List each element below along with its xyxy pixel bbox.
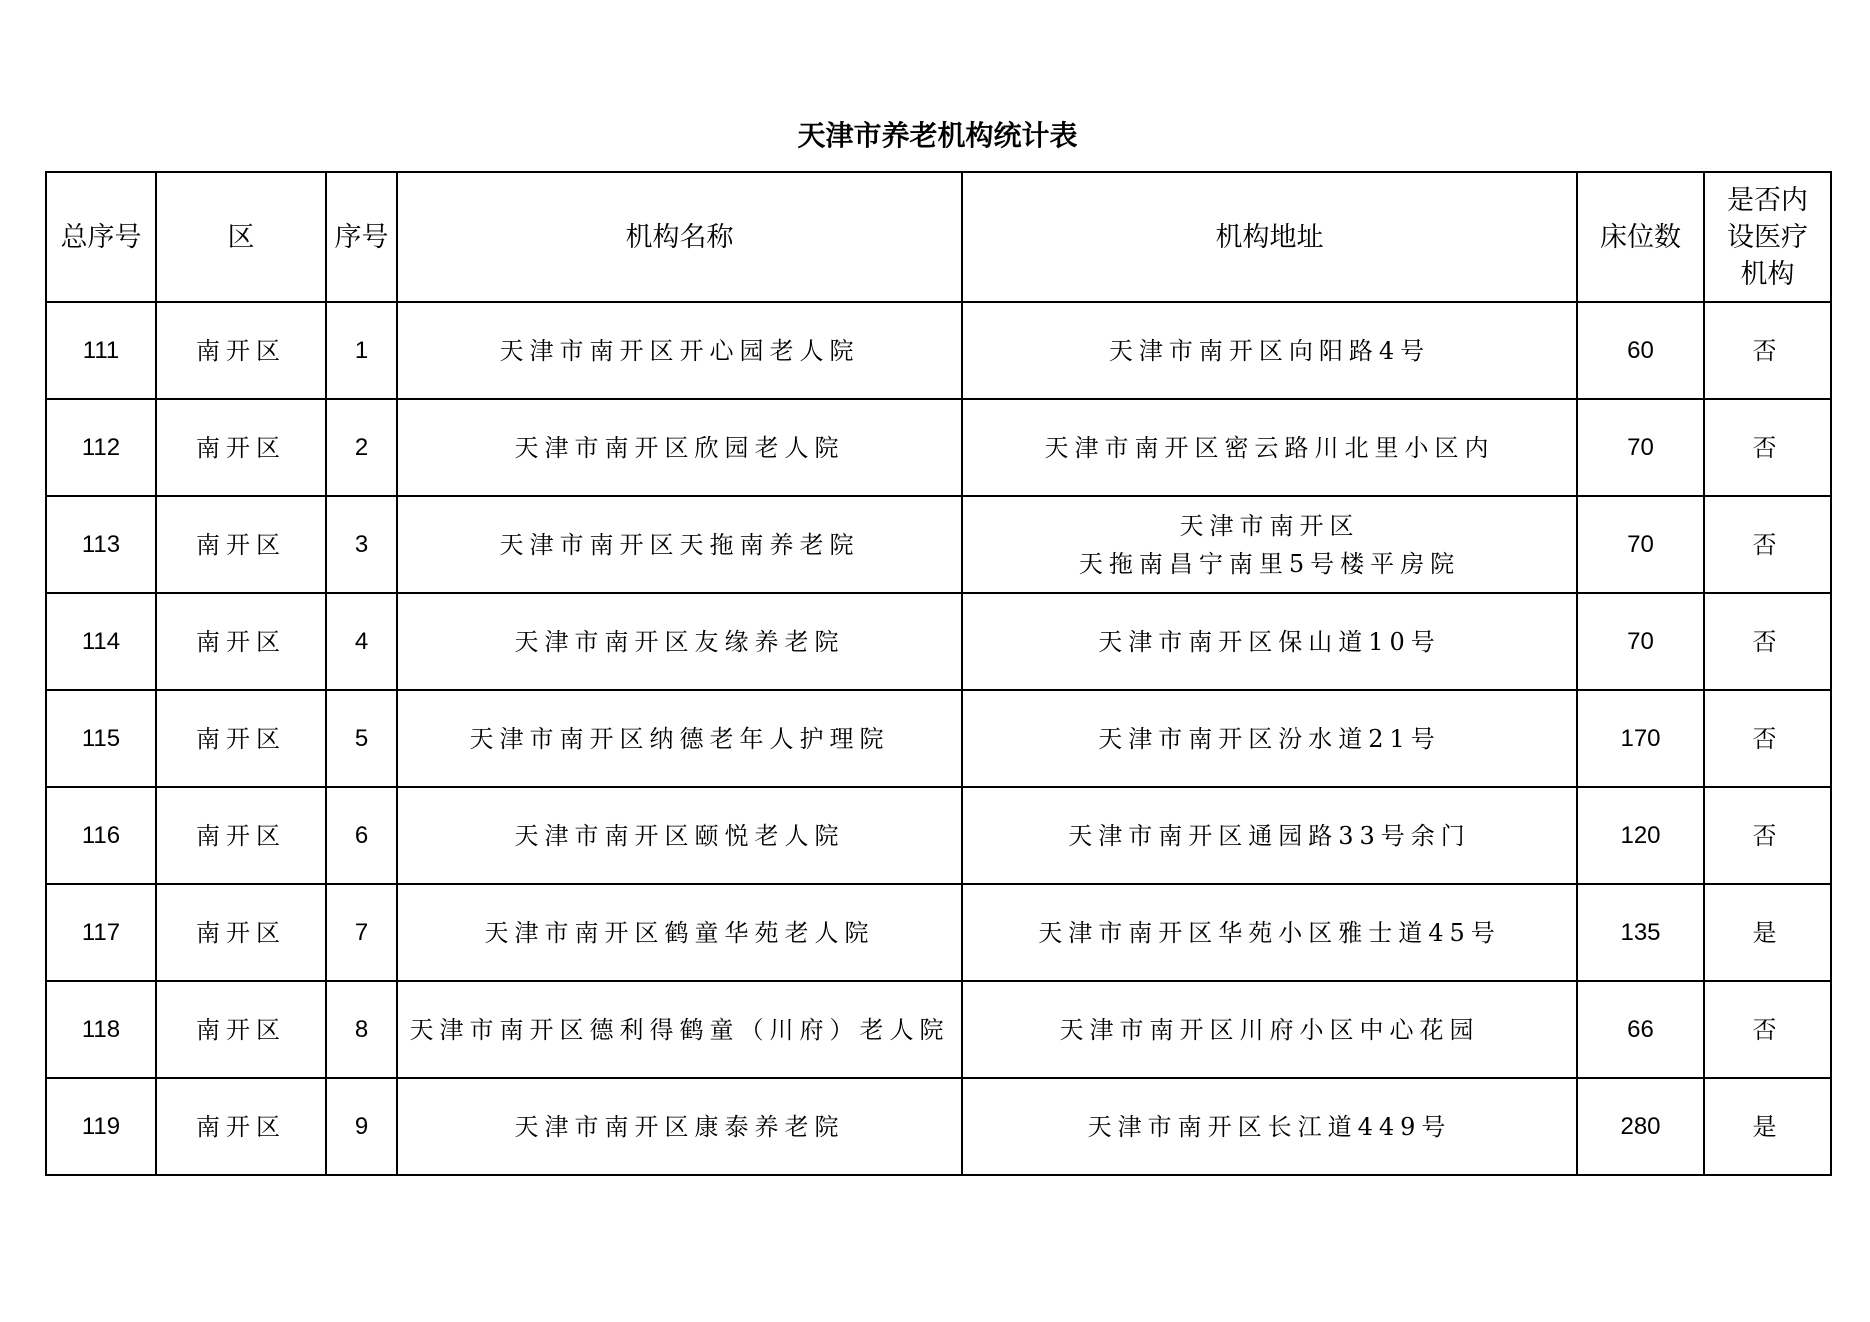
header-name: 机构名称	[397, 172, 962, 302]
header-index: 序号	[326, 172, 397, 302]
table-row	[46, 593, 1831, 690]
cell-beds: 66	[1577, 981, 1704, 1078]
cell-district: 南开区	[156, 981, 326, 1078]
cell-beds: 120	[1577, 787, 1704, 884]
table-row	[46, 399, 1831, 496]
header-medical-line: 设医疗	[1727, 221, 1808, 253]
cell-name: 天津市南开区欣园老人院	[397, 399, 962, 496]
cell-total-index: 113	[46, 496, 156, 593]
header-medical-line: 是否内	[1727, 184, 1808, 216]
cell-beds: 70	[1577, 399, 1704, 496]
address-line: 天津市南开区	[1179, 511, 1360, 540]
cell-district: 南开区	[156, 399, 326, 496]
cell-name: 天津市南开区开心园老人院	[397, 302, 962, 399]
cell-district: 南开区	[156, 787, 326, 884]
document-title: 天津市养老机构统计表	[797, 119, 1078, 152]
cell-address	[962, 593, 1577, 690]
cell-address	[962, 1078, 1577, 1175]
cell-medical: 是	[1704, 884, 1831, 981]
cell-name: 天津市南开区友缘养老院	[397, 593, 962, 690]
address-line: 天津市南开区川府小区中心花园	[1059, 1015, 1480, 1044]
cell-name: 天津市南开区颐悦老人院	[397, 787, 962, 884]
cell-index: 2	[326, 399, 397, 496]
table-row	[46, 1078, 1831, 1175]
cell-medical: 否	[1704, 593, 1831, 690]
cell-district: 南开区	[156, 690, 326, 787]
cell-name: 天津市南开区纳德老年人护理院	[397, 690, 962, 787]
cell-address	[962, 884, 1577, 981]
address-line: 天津市南开区向阳路4号	[1108, 336, 1431, 365]
cell-index: 7	[326, 884, 397, 981]
cell-total-index: 119	[46, 1078, 156, 1175]
header-address: 机构地址	[962, 172, 1577, 302]
cell-address	[962, 302, 1577, 399]
cell-name: 天津市南开区鹤童华苑老人院	[397, 884, 962, 981]
table-row	[46, 884, 1831, 981]
cell-name: 天津市南开区天拖南养老院	[397, 496, 962, 593]
cell-name: 天津市南开区康泰养老院	[397, 1078, 962, 1175]
cell-district: 南开区	[156, 884, 326, 981]
cell-district: 南开区	[156, 593, 326, 690]
elderly-care-institutions-table	[45, 171, 1832, 1176]
cell-total-index: 116	[46, 787, 156, 884]
cell-address	[962, 496, 1577, 593]
cell-total-index: 114	[46, 593, 156, 690]
header-total-index: 总序号	[46, 172, 156, 302]
address-line: 天拖南昌宁南里5号楼平房院	[1078, 549, 1461, 578]
cell-address	[962, 399, 1577, 496]
cell-medical: 否	[1704, 496, 1831, 593]
cell-address	[962, 981, 1577, 1078]
cell-beds: 70	[1577, 496, 1704, 593]
cell-medical: 否	[1704, 981, 1831, 1078]
table-row	[46, 496, 1831, 593]
cell-district: 南开区	[156, 302, 326, 399]
address-line: 天津市南开区通园路33号余门	[1068, 821, 1471, 850]
header-district: 区	[156, 172, 326, 302]
cell-index: 4	[326, 593, 397, 690]
cell-district: 南开区	[156, 1078, 326, 1175]
cell-index: 6	[326, 787, 397, 884]
header-medical	[1704, 172, 1831, 302]
cell-beds: 135	[1577, 884, 1704, 981]
cell-index: 1	[326, 302, 397, 399]
cell-total-index: 111	[46, 302, 156, 399]
cell-medical: 否	[1704, 690, 1831, 787]
cell-beds: 170	[1577, 690, 1704, 787]
cell-index: 9	[326, 1078, 397, 1175]
cell-medical: 否	[1704, 302, 1831, 399]
cell-medical: 是	[1704, 1078, 1831, 1175]
cell-district: 南开区	[156, 496, 326, 593]
table-header-row	[46, 172, 1831, 302]
cell-address	[962, 690, 1577, 787]
cell-total-index: 115	[46, 690, 156, 787]
address-line: 天津市南开区华苑小区雅士道45号	[1038, 918, 1501, 947]
address-line: 天津市南开区保山道10号	[1098, 627, 1441, 656]
cell-total-index: 117	[46, 884, 156, 981]
cell-beds: 280	[1577, 1078, 1704, 1175]
cell-total-index: 118	[46, 981, 156, 1078]
cell-index: 8	[326, 981, 397, 1078]
address-line: 天津市南开区长江道449号	[1087, 1112, 1452, 1141]
table-row	[46, 981, 1831, 1078]
cell-medical: 否	[1704, 399, 1831, 496]
address-line: 天津市南开区密云路川北里小区内	[1044, 433, 1495, 462]
cell-name: 天津市南开区德利得鹤童（川府）老人院	[397, 981, 962, 1078]
table-row	[46, 690, 1831, 787]
table-row	[46, 302, 1831, 399]
address-line: 天津市南开区汾水道21号	[1098, 724, 1441, 753]
header-beds: 床位数	[1577, 172, 1704, 302]
cell-index: 3	[326, 496, 397, 593]
cell-beds: 60	[1577, 302, 1704, 399]
cell-medical: 否	[1704, 787, 1831, 884]
table-row	[46, 787, 1831, 884]
cell-index: 5	[326, 690, 397, 787]
cell-address	[962, 787, 1577, 884]
cell-beds: 70	[1577, 593, 1704, 690]
header-medical-line: 机构	[1740, 258, 1795, 290]
cell-total-index: 112	[46, 399, 156, 496]
